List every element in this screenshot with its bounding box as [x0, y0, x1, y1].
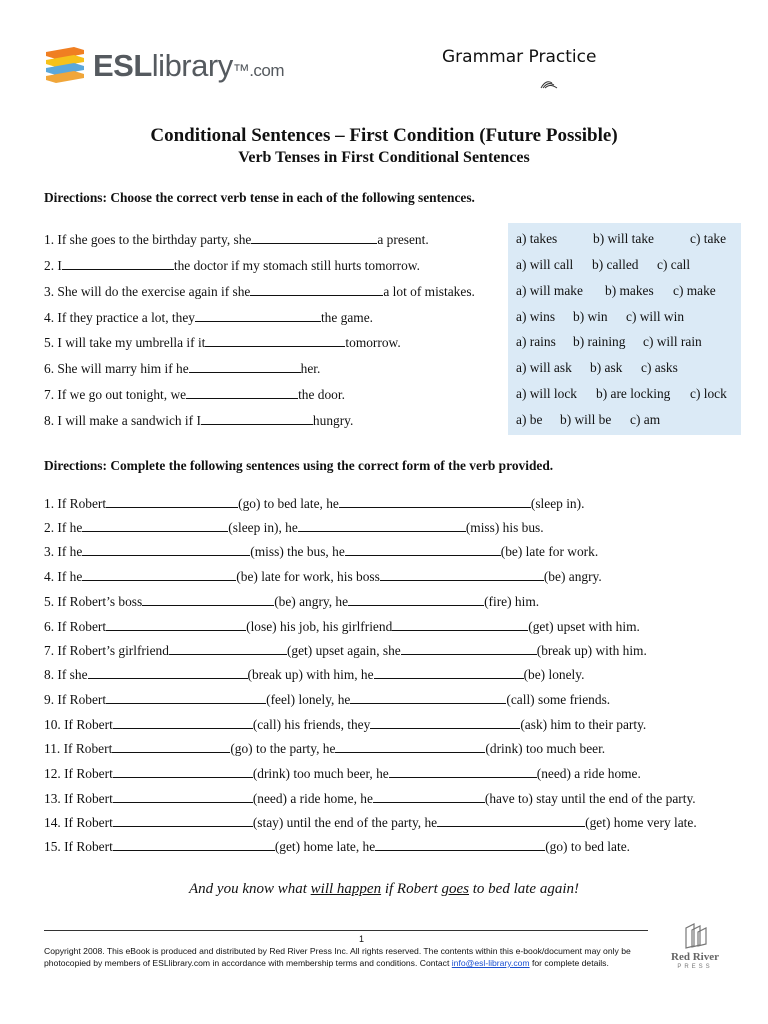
answer-blank[interactable]	[373, 790, 485, 803]
answer-blank[interactable]	[345, 543, 501, 556]
choice-c[interactable]: c) lock	[690, 386, 727, 401]
contact-email-link[interactable]: info@esl-library.com	[451, 958, 530, 968]
part2-question: 15. If Robert (get) home late, he (go) to bed late.	[44, 839, 630, 854]
answer-blank[interactable]	[112, 740, 230, 753]
choice-b[interactable]: b) will take	[593, 231, 654, 246]
choice-c[interactable]: c) asks	[641, 360, 678, 375]
choice-c[interactable]: c) am	[630, 412, 661, 427]
answer-blank[interactable]	[380, 568, 544, 581]
press-subtitle: PRESS	[677, 964, 713, 970]
part2-directions: Directions: Complete the following sentences using the correct form of the verb provided.	[44, 458, 554, 473]
choice-c[interactable]: c) make	[673, 283, 716, 298]
footer-divider	[44, 930, 648, 931]
answer-blank[interactable]	[437, 814, 585, 827]
answer-blank[interactable]	[339, 495, 531, 508]
part2-question: 12. If Robert (drink) too much beer, he (need) a ride home.	[44, 766, 641, 781]
choice-a[interactable]: a) be	[516, 412, 543, 427]
page-number: 1	[359, 934, 365, 944]
choice-c[interactable]: c) will rain	[643, 334, 702, 349]
answer-blank[interactable]	[113, 765, 253, 778]
answer-blank[interactable]	[113, 716, 253, 729]
choice-b[interactable]: b) win	[573, 309, 608, 324]
choices-box	[508, 223, 741, 435]
page-title: Conditional Sentences – First Condition (Future Possible)	[150, 125, 618, 146]
answer-blank[interactable]	[335, 740, 485, 753]
part2-question: 2. If he (sleep in), he (miss) his bus.	[44, 520, 544, 535]
part1-directions: Directions: Choose the correct verb tense in each of the following sentences.	[44, 190, 475, 205]
answer-blank[interactable]	[186, 386, 298, 399]
answer-blank[interactable]	[374, 666, 524, 679]
part2-question: 1. If Robert (go) to bed late, he (sleep in).	[44, 496, 585, 511]
choice-b[interactable]: b) will be	[560, 412, 612, 427]
decorative-mark-icon	[540, 79, 558, 89]
part2-question: 9. If Robert (feel) lonely, he (call) some friends.	[44, 692, 611, 707]
answer-blank[interactable]	[348, 593, 484, 606]
part2-question: 14. If Robert (stay) until the end of the party, he (get) home very late.	[44, 815, 697, 830]
answer-blank[interactable]	[106, 691, 266, 704]
choice-b[interactable]: b) raining	[573, 334, 626, 349]
answer-blank[interactable]	[189, 360, 301, 373]
answer-blank[interactable]	[82, 519, 228, 532]
answer-blank[interactable]	[82, 543, 250, 556]
part2-question: 4. If he (be) late for work, his boss (be) angry.	[44, 569, 602, 584]
choice-a[interactable]: a) takes	[516, 231, 558, 246]
choice-b[interactable]: b) are locking	[596, 386, 671, 401]
answer-blank[interactable]	[106, 618, 246, 631]
answer-blank[interactable]	[251, 231, 377, 244]
esl-library-logo	[44, 44, 284, 90]
answer-blank[interactable]	[88, 666, 248, 679]
choice-b[interactable]: b) ask	[590, 360, 623, 375]
choice-a[interactable]: a) rains	[516, 334, 556, 349]
page-subtitle: Verb Tenses in First Conditional Sentences	[238, 149, 530, 166]
part1-question: 6. She will marry him if he her.	[44, 361, 321, 376]
answer-blank[interactable]	[250, 283, 383, 296]
answer-blank[interactable]	[401, 642, 537, 655]
answer-blank[interactable]	[169, 642, 287, 655]
choice-a[interactable]: a) will ask	[516, 360, 572, 375]
part2-question: 5. If Robert’s boss (be) angry, he (fire) him.	[44, 594, 540, 609]
answer-blank[interactable]	[195, 309, 321, 322]
answer-blank[interactable]	[113, 790, 253, 803]
choice-b[interactable]: b) called	[592, 257, 639, 272]
answer-blank[interactable]	[82, 568, 236, 581]
header-tag: Grammar Practice	[442, 47, 597, 67]
part1-question: 8. I will make a sandwich if I hungry.	[44, 413, 354, 428]
part2-question: 3. If he (miss) the bus, he (be) late for work.	[44, 544, 599, 559]
answer-blank[interactable]	[298, 519, 466, 532]
books-logo-icon	[44, 44, 88, 88]
answer-blank[interactable]	[389, 765, 537, 778]
part1-question: 1. If she goes to the birthday party, she a present.	[44, 232, 429, 247]
choice-a[interactable]: a) will call	[516, 257, 574, 272]
part2-question: 8. If she (break up) with him, he (be) lonely.	[44, 667, 585, 682]
closing-sentence: And you know what will happen if Robert goes to bed late again!	[189, 881, 579, 897]
choice-c[interactable]: c) call	[657, 257, 691, 272]
answer-blank[interactable]	[106, 495, 238, 508]
answer-blank[interactable]	[205, 334, 345, 347]
part1-question: 3. She will do the exercise again if she a lot of mistakes.	[44, 284, 475, 299]
part1-question: 2. I the doctor if my stomach still hurts tomorrow.	[44, 258, 420, 273]
answer-blank[interactable]	[392, 618, 528, 631]
part2-question: 7. If Robert’s girlfriend (get) upset again, she (break up) with him.	[44, 643, 647, 658]
choice-c[interactable]: c) will win	[626, 309, 685, 324]
choice-b[interactable]: b) makes	[605, 283, 654, 298]
answer-blank[interactable]	[113, 838, 275, 851]
part1-question: 4. If they practice a lot, they the game.	[44, 310, 374, 325]
part2-question: 13. If Robert (need) a ride home, he (have to) stay until the end of the party.	[44, 791, 696, 806]
choice-a[interactable]: a) wins	[516, 309, 556, 324]
part2-question: 10. If Robert (call) his friends, they (ask) him to their party.	[44, 717, 647, 732]
answer-blank[interactable]	[201, 412, 313, 425]
answer-blank[interactable]	[350, 691, 506, 704]
part2-question: 11. If Robert (go) to the party, he (drink) too much beer.	[44, 741, 606, 756]
answer-blank[interactable]	[375, 838, 545, 851]
part1-question: 5. I will take my umbrella if it tomorrow.	[44, 335, 401, 350]
part1-question: 7. If we go out tonight, we the door.	[44, 387, 345, 402]
answer-blank[interactable]	[142, 593, 274, 606]
copyright-text: Copyright 2008. This eBook is produced and distributed by Red River Press Inc. All rights reserved. The contents within this e-book/document may only be photocopied by members of ESLlibrary.com in accordance with membership terms and conditions. Contact info@esl-library.com for complete details.	[44, 946, 631, 968]
logo-wordmark: ESLlibrary™.com	[93, 48, 285, 83]
part2-question: 6. If Robert (lose) his job, his girlfriend (get) upset with him.	[44, 619, 640, 634]
answer-blank[interactable]	[370, 716, 520, 729]
answer-blank[interactable]	[113, 814, 253, 827]
answer-blank[interactable]	[62, 257, 174, 270]
press-name: Red River	[671, 951, 719, 963]
choice-c[interactable]: c) take	[690, 231, 727, 246]
choice-a[interactable]: a) will make	[516, 283, 583, 298]
choice-a[interactable]: a) will lock	[516, 386, 577, 401]
